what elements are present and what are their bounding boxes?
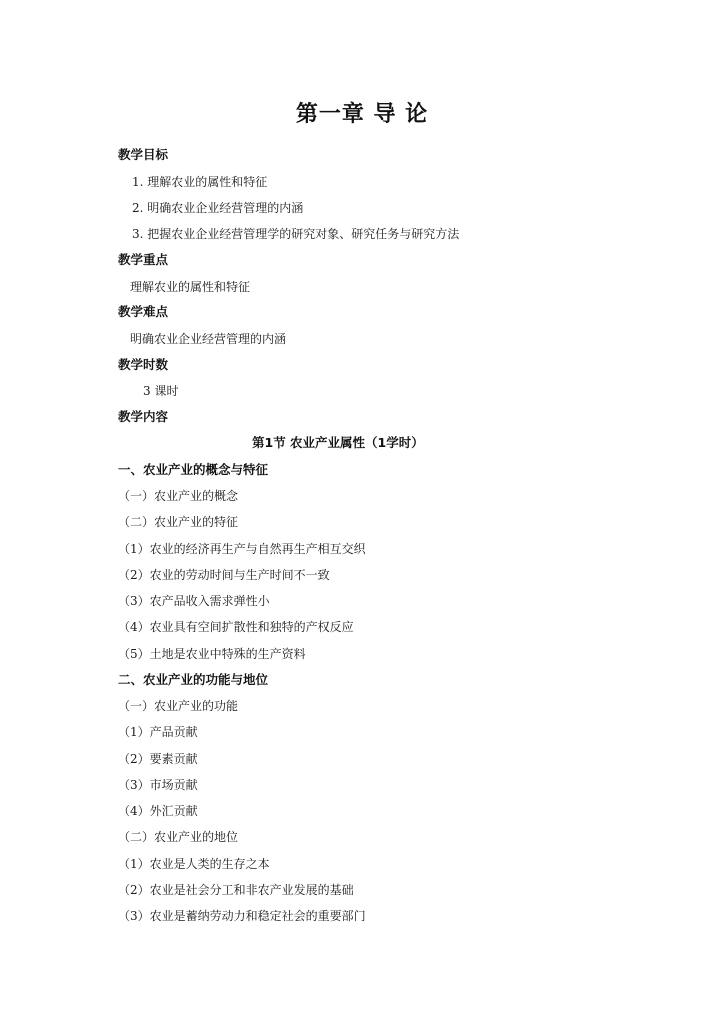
section-title: 第1节 农业产业属性（1学时） [252,435,424,450]
part2-sub-heading: （二）农业产业的地位 [118,830,239,844]
key-points-text: 理解农业的属性和特征 [130,280,251,294]
feature-item: （2）农业的劳动时间与生产时间不一致 [118,568,330,582]
part2-heading: 二、农业产业的功能与地位 [118,672,269,687]
hours-text: 3 课时 [143,384,179,398]
goal-item: 3. 把握农业企业经营管理学的研究对象、研究任务与研究方法 [132,227,460,241]
chapter-title: 第一章 导 论 [295,102,429,127]
function-item: （1）产品贡献 [118,725,198,739]
part1-sub-heading: （二）农业产业的特征 [118,515,239,529]
hours-heading: 教学时数 [118,357,169,372]
part2-sub-heading: （一）农业产业的功能 [118,699,239,713]
difficulties-heading: 教学难点 [118,304,169,319]
function-item: （4）外汇贡献 [118,804,198,818]
part1-sub-heading: （一）农业产业的概念 [118,489,239,503]
key-points-heading: 教学重点 [118,252,169,267]
part1-heading: 一、农业产业的概念与特征 [118,462,269,477]
function-item: （2）要素贡献 [118,752,198,766]
goal-item: 2. 明确农业企业经营管理的内涵 [132,201,304,215]
feature-item: （5）土地是农业中特殊的生产资料 [118,647,306,661]
function-item: （3）市场贡献 [118,778,198,792]
status-item: （3）农业是蓄纳劳动力和稳定社会的重要部门 [118,909,366,923]
feature-item: （4）农业具有空间扩散性和独特的产权反应 [118,620,354,634]
status-item: （1）农业是人类的生存之本 [118,857,270,871]
difficulties-text: 明确农业企业经营管理的内涵 [130,332,287,346]
status-item: （2）农业是社会分工和非农产业发展的基础 [118,883,354,897]
goals-heading: 教学目标 [118,147,169,162]
goal-item: 1. 理解农业的属性和特征 [132,175,268,189]
feature-item: （1）农业的经济再生产与自然再生产相互交织 [118,542,366,556]
content-heading: 教学内容 [118,409,169,424]
feature-item: （3）农产品收入需求弹性小 [118,594,270,608]
